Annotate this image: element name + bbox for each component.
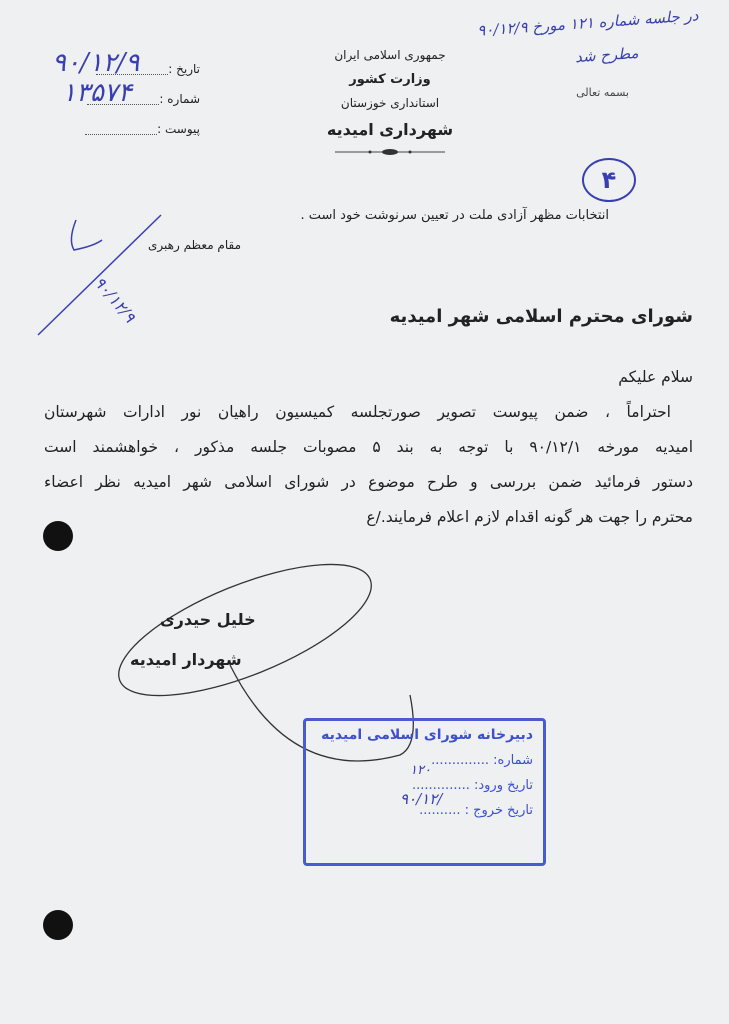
handwritten-session-note: در جلسه شماره ۱۲۱ مورخ ۹۰/۱۲/۹ — [477, 6, 700, 40]
body-line: احتراماً ، ضمن پیوست تصویر صورتجلسه کمیسیون راهیان نور ادارات شهرستان — [44, 403, 671, 421]
ornament-divider — [335, 149, 445, 155]
signer-name: خلیل حیدری — [160, 610, 256, 629]
stamp-number: شماره: .............. — [431, 753, 533, 768]
body-line: دستور فرمائید ضمن بررسی و طرح موضوع در شورای اسلامی شهر امیدیه نظر اعضاء — [44, 473, 693, 491]
body-line: امیدیه مورخه ۹۰/۱۲/۱ با توجه به بند ۵ مصوبات جلسه مذکور ، خواهشمند است — [44, 438, 694, 456]
leader-quote: انتخابات مظهر آزادی ملت در تعیین سرنوشت خود است . — [300, 208, 609, 223]
letterhead-municipality: شهرداری امیدیه — [326, 120, 454, 139]
margin-annotation-stroke — [36, 200, 176, 340]
stamp-handwritten-number: ۱۲۰ — [410, 763, 431, 778]
letter-body — [44, 360, 693, 535]
circled-number: ۴ — [582, 158, 636, 202]
body-line: محترم را جهت هر گونه اقدام لازم اعلام فرمایند./ع — [366, 508, 693, 526]
attachment-label: پیوست : — [157, 122, 200, 136]
letterhead-country: جمهوری اسلامی ایران — [334, 48, 446, 62]
handwritten-date: ۹۰/۱۲/۹ — [52, 48, 140, 78]
letterhead-ministry: وزارت کشور — [349, 72, 431, 87]
handwritten-approved-note: مطرح شد — [574, 43, 640, 67]
stamp-title: دبیرخانه شورای اسلامی امیدیه — [321, 727, 533, 743]
quote-author: مقام معظم رهبری — [148, 238, 242, 252]
handwritten-number: ۱۳۵۷۴ — [62, 78, 132, 108]
attachment-field — [70, 122, 200, 136]
bismillah: بسمه تعالی — [576, 86, 629, 99]
date-label: تاریخ : — [168, 62, 200, 76]
stamp-handwritten-date: ۹۰/۱۲/ — [400, 790, 443, 808]
stamp-exit-date: تاریخ خروج : .......... — [419, 803, 533, 818]
signer-title: شهردار امیدیه — [130, 650, 242, 669]
punch-hole — [43, 910, 73, 940]
letterhead-province: استانداری خوزستان — [340, 96, 440, 110]
handwritten-margin-date: ۹۰/۱۲/۹ — [90, 272, 140, 327]
greeting: سلام علیکم — [618, 368, 693, 386]
punch-hole — [43, 521, 73, 551]
number-label: شماره : — [159, 92, 200, 106]
stamp-entry-date: تاریخ ورود: .............. — [412, 778, 533, 793]
addressee: شورای محترم اسلامی شهر امیدیه — [389, 306, 693, 327]
